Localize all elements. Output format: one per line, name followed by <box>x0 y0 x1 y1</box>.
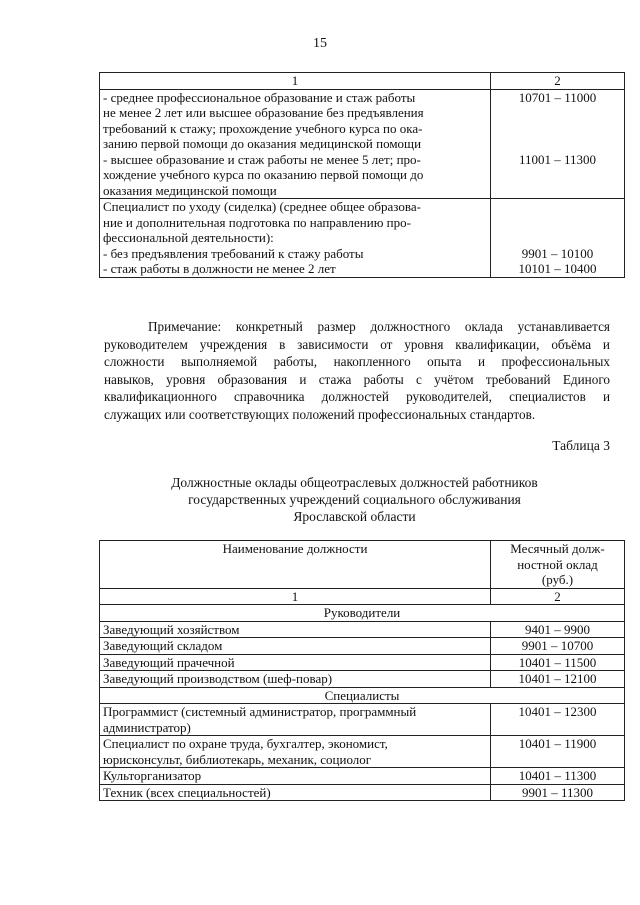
text-line: Программист (системный администратор, программный <box>103 704 417 719</box>
salary-value: 10401 – 11900 <box>491 736 625 768</box>
note-line: квалификационного справочника должностей руководителей, специалистов и <box>104 389 610 405</box>
position-name <box>100 704 491 736</box>
position-name: Заведующий складом <box>100 638 491 655</box>
note-line: Примечание: конкретный размер должностного оклада устанавливается <box>148 319 610 334</box>
table-row <box>100 654 625 671</box>
title-line: государственных учреждений социального обслуживания <box>188 492 521 507</box>
position-requirements <box>100 199 491 278</box>
continuation-table <box>99 72 625 278</box>
text-line: не менее 2 лет или высшее образование без предъявления <box>103 105 424 120</box>
note-line: руководителем учреждения в зависимости от уровня квалификации, объёма и <box>104 336 610 352</box>
table-row <box>100 89 625 199</box>
text-line: оказания медицинской помощи <box>103 182 277 198</box>
position-name <box>100 736 491 768</box>
text-line: - высшее образование и стаж работы не менее 5 лет; про- <box>103 151 421 167</box>
header-line: ностной оклад <box>517 556 598 572</box>
note-line: сложности выполняемой работы, накопленного опыта и профессиональных <box>104 354 610 370</box>
text-line: - без предъявления требований к стажу работы <box>103 245 364 261</box>
table-title <box>99 474 610 525</box>
salary-value: 9901 – 11300 <box>491 784 625 801</box>
salary-value: 10101 – 10400 <box>518 261 597 276</box>
salary-value: 10401 – 11500 <box>491 654 625 671</box>
text-line: - среднее профессиональное образование и стаж работы <box>103 89 416 105</box>
header-monthly-salary <box>491 541 625 589</box>
table-row <box>100 671 625 688</box>
header-line: (руб.) <box>541 572 574 587</box>
position-name: Техник (всех специальностей) <box>100 784 491 801</box>
column-number-1: 1 <box>100 588 491 605</box>
salary-value: 10701 – 11000 <box>518 89 597 105</box>
text-line: занию первой помощи до оказания медицинской помощи <box>103 136 422 151</box>
section-managers: Руководители <box>100 605 625 622</box>
salary-value: 9901 – 10700 <box>491 638 625 655</box>
text-line: юрисконсульт, библиотекарь, механик, социолог <box>103 751 372 767</box>
column-number-2: 2 <box>491 588 625 605</box>
table-row <box>100 621 625 638</box>
text-line: Специалист по охране труда, бухгалтер, экономист, <box>103 736 388 751</box>
position-name: Заведующий производством (шеф-повар) <box>100 671 491 688</box>
column-number-row <box>100 588 625 605</box>
position-name: Заведующий хозяйством <box>100 621 491 638</box>
title-line: Ярославской области <box>293 509 416 524</box>
salary-value: 10401 – 12100 <box>491 671 625 688</box>
section-row <box>100 605 625 622</box>
section-row <box>100 687 625 704</box>
table-row <box>100 768 625 785</box>
column-number-1: 1 <box>100 73 491 90</box>
table-label: Таблица 3 <box>552 438 610 453</box>
position-requirements <box>100 89 491 199</box>
text-line: ние и дополнительная подготовка по направлению про- <box>103 214 411 230</box>
position-name: Заведующий прачечной <box>100 654 491 671</box>
table-header-row <box>100 541 625 589</box>
table-row <box>100 638 625 655</box>
note-line: навыков, уровня образования и стажа работы с учётом требований Единого <box>104 371 610 387</box>
note-paragraph <box>104 318 610 424</box>
column-number-2: 2 <box>491 73 625 90</box>
text-line: хождение учебного курса по оказанию первой помощи до <box>103 167 424 182</box>
text-line: администратор) <box>103 719 191 735</box>
salary-value: 10401 – 11300 <box>491 768 625 785</box>
table-row <box>100 199 625 278</box>
note-line: служащих или соответствующих положений профессиональных стандартов. <box>104 406 536 422</box>
salary-value: 9901 – 10100 <box>521 245 594 261</box>
text-line: требований к стажу; прохождение учебного курса по ока- <box>103 120 423 136</box>
header-line: Месячный долж- <box>510 541 605 556</box>
salary-table <box>99 540 625 801</box>
salary-value: 9401 – 9900 <box>491 621 625 638</box>
salary-cell <box>491 199 625 278</box>
salary-cell <box>491 89 625 199</box>
salary-value: 11001 – 11300 <box>518 151 597 167</box>
page-number: 15 <box>313 36 327 51</box>
header-position-name: Наименование должности <box>100 541 491 589</box>
table-row <box>100 704 625 736</box>
table-row <box>100 784 625 801</box>
text-line: фессиональной деятельности): <box>103 230 274 245</box>
title-line: Должностные оклады общеотраслевых должностей работников <box>171 475 538 490</box>
salary-value: 10401 – 12300 <box>491 704 625 736</box>
table-row <box>100 736 625 768</box>
section-specialists: Специалисты <box>100 687 625 704</box>
text-line: - стаж работы в должности не менее 2 лет <box>103 261 336 276</box>
text-line: Специалист по уходу (сиделка) (среднее общее образова- <box>103 199 421 214</box>
table-header-row <box>100 73 625 90</box>
position-name: Культорганизатор <box>100 768 491 785</box>
